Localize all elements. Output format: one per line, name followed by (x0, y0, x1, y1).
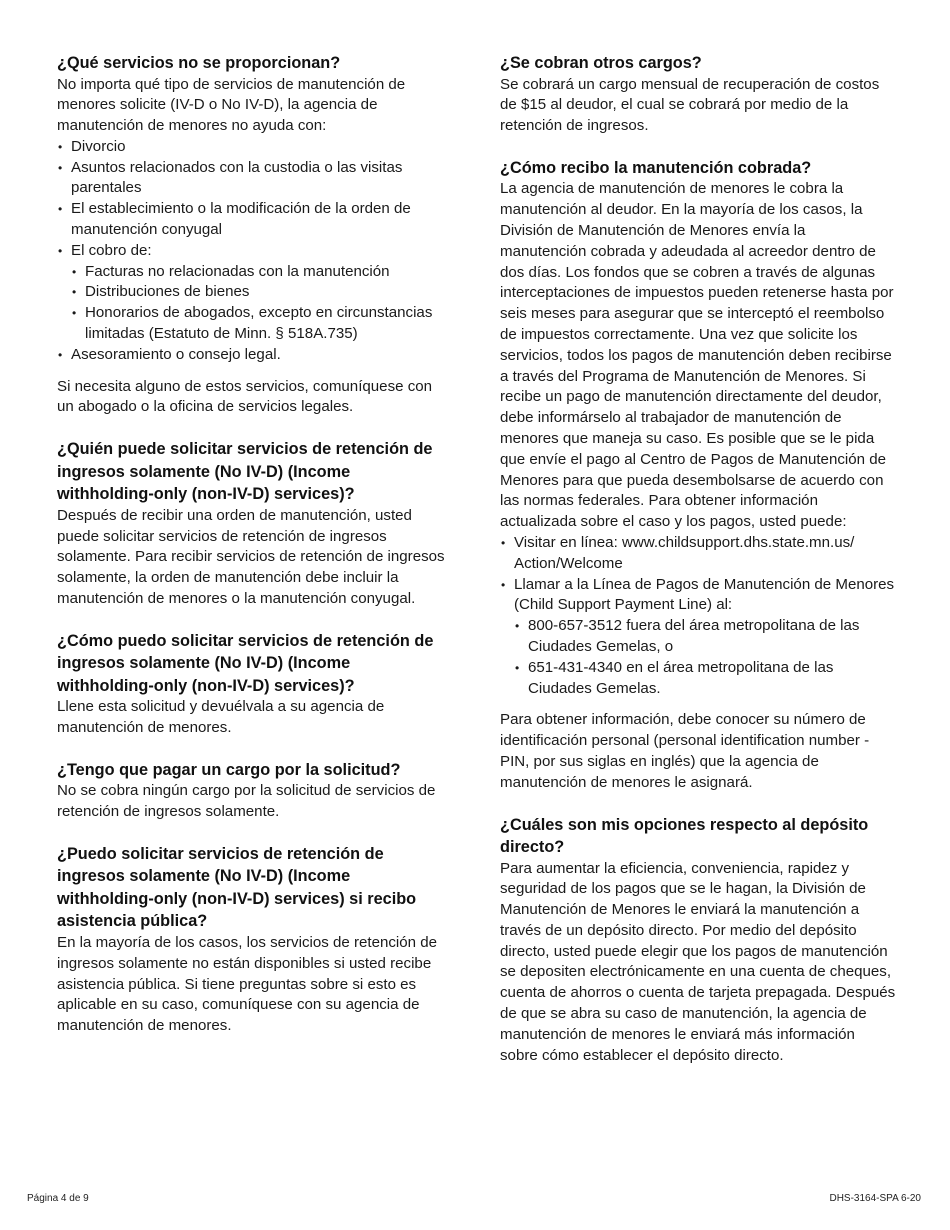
section-heading: ¿Cuáles son mis opciones respecto al depósito directo? (500, 815, 869, 856)
bullet-list (500, 533, 896, 699)
list-item: • Honorarios de abogados, excepto en circunstancias limitadas (Estatuto de Minn. § 518A.735) (71, 303, 449, 345)
sub-bullet-list (71, 262, 449, 345)
section-body: En la mayoría de los casos, los servicios de retención de ingresos solamente no están disponibles si usted recibe asistencia pública. Si tiene preguntas sobre si esto es aplicable en su caso, comuníquese con su agencia de manutención de menores. (57, 933, 438, 1035)
section-body: Para aumentar la eficiencia, conveniencia, rapidez y seguridad de los pagos que se le hagan, la División de Manutención de Menores le enviará la manutención a través de un depósito directo. Por medio del depósito directo, usted puede elegir que los pagos de manutención se depositen electrónicamente en una cuenta de cheques, cuenta de ahorros o cuenta de tarjeta prepagada. Después de que se abra su caso de manutención, la agencia de manutención de menores le enviará más información sobre cómo establecer el depósito directo. (500, 859, 896, 1064)
form-number: DHS-3164-SPA 6-20 (829, 1193, 921, 1204)
section-heading: ¿Se cobran otros cargos? (500, 54, 702, 72)
list-item: • Asuntos relacionados con la custodia o las visitas parentales (57, 158, 449, 200)
list-item-label: Llamar a la Línea de Pagos de Manutención de Menores (Child Support Payment Line) al: (514, 575, 895, 614)
section-body: Llene esta solicitud y devuélvala a su agencia de manutención de menores. (57, 698, 385, 737)
list-item: • Visitar en línea: www.childsupport.dhs.state.mn.us/ Action/Welcome (500, 533, 896, 575)
section-body: Después de recibir una orden de manutención, usted puede solicitar servicios de retención de ingresos solamente. Para recibir servicios de retención de ingresos solamente, la orden de manutención debe incluir la manutención de menores o la manutención conyugal. (57, 506, 445, 607)
list-item: • Distribuciones de bienes (71, 282, 449, 303)
section-body: Se cobrará un cargo mensual de recuperación de costos de $15 al deudor, el cual se cobrará por medio de la retención de ingresos. (500, 75, 880, 135)
list-item: • 800-657-3512 fuera del área metropolitana de las Ciudades Gemelas, o (514, 616, 896, 658)
section-body: Para obtener información, debe conocer su número de identificación personal (personal identification number - PIN, por sus siglas en inglés) que la agencia de manutención de menores le asignará. (500, 711, 870, 791)
list-item: • 651-431-4340 en el área metropolitana de las Ciudades Gemelas. (514, 658, 896, 700)
right-column (500, 52, 896, 1066)
section-heading: ¿Cómo recibo la manutención cobrada? (500, 158, 812, 177)
list-item: • Divorcio (57, 137, 449, 158)
section-heading: ¿Qué servicios no se proporcionan? (57, 54, 341, 72)
section-heading: ¿Cómo puedo solicitar servicios de retención de ingresos solamente (No IV-D) (Income withholding-only (non-IV-D) services)? (57, 631, 434, 695)
section-body: Si necesita alguno de estos servicios, comuníquese con un abogado o la oficina de servicios legales. (57, 377, 433, 416)
section-heading: ¿Tengo que pagar un cargo por la solicitud? (57, 760, 401, 779)
list-item: • Facturas no relacionadas con la manutención (71, 262, 449, 283)
section-heading: ¿Quién puede solicitar servicios de retención de ingresos solamente (No IV-D) (Income withholding-only (non-IV-D) services)? (57, 440, 433, 504)
left-column (57, 52, 449, 1037)
list-item: • El establecimiento o la modificación de la orden de manutención conyugal (57, 199, 449, 241)
list-item: • Asesoramiento o consejo legal. (57, 345, 449, 366)
list-item (500, 575, 896, 700)
list-item-label: El cobro de: (71, 241, 152, 259)
section-body: No se cobra ningún cargo por la solicitud de servicios de retención de ingresos solamente. (57, 782, 436, 821)
sub-bullet-list (514, 616, 896, 699)
bullet-list (57, 137, 449, 366)
section-body: No importa qué tipo de servicios de manutención de menores solicite (IV-D o No IV-D), la agencia de manutención de menores no ayuda con: (57, 75, 406, 135)
list-item (57, 241, 449, 345)
page-number: Página 4 de 9 (27, 1193, 89, 1204)
section-body: La agencia de manutención de menores le cobra la manutención al deudor. En la mayoría de los casos, la División de Manutención de Menores envía la manutención cobrada y adeudada al acreedor dentro de dos días. Los fondos que se cobren a través de algunas interceptaciones de impuestos pueden retenerse hasta por seis meses para asegurar que se interceptó el reembolso de impuestos correctamente. Una vez que solicite los servicios, todos los pagos de manutención deben recibirse a través del Programa de Manutención de Menores. Si recibe un pago de manutención directamente del deudor, debe informárselo al trabajador de manutención de menores que maneja su caso. Es posible que se le pida que envíe el pago al Centro de Pagos de Manutención de Menores para que pueda desembolsarse de acuerdo con las normas federales. Para obtener información actualizada sobre el caso y los pagos, usted puede: (500, 180, 894, 531)
section-heading: ¿Puedo solicitar servicios de retención de ingresos solamente (No IV-D) (Income withholding-only (non-IV-D) services) si recibo asistencia pública? (57, 844, 417, 931)
